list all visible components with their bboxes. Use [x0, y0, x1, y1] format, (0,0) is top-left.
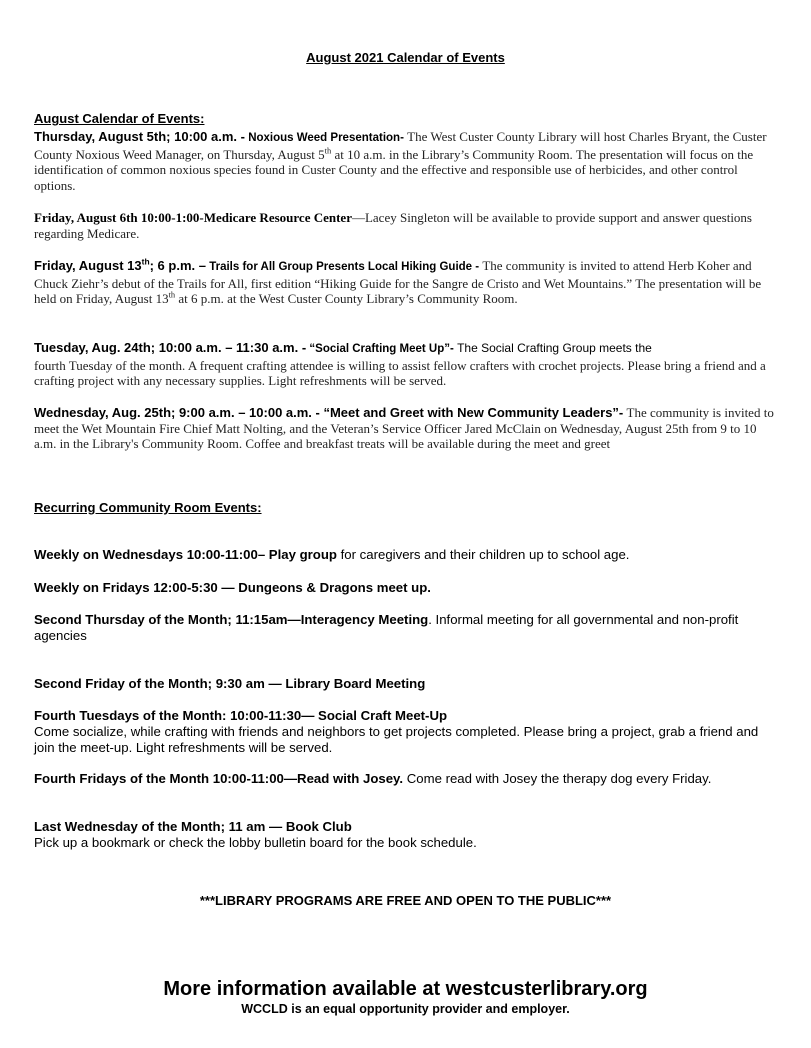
equal-opportunity-notice: WCCLD is an equal opportunity provider and employer. — [241, 1002, 570, 1016]
page-title: August 2021 Calendar of Events — [306, 50, 505, 65]
event-date: Thursday, August 5th; 10:00 a.m. - — [34, 129, 245, 144]
recurring-title: Weekly on Fridays 12:00-5:30 — Dungeons & Dragons meet up. — [34, 580, 431, 595]
more-info: More information available at westcusterlibrary.org — [163, 978, 648, 1000]
event-title: Noxious Weed Presentation- — [248, 132, 404, 144]
event-hiking-guide — [34, 258, 779, 307]
recurring-social-craft — [34, 708, 779, 756]
recurring-dungeons-dragons — [34, 580, 779, 596]
recurring-library-board — [34, 676, 779, 692]
event-description: The West Custer County Library will host Charles Bryant, the Custer County Noxious Weed Manager, on Thursday, August 5 — [34, 129, 767, 162]
recurring-title: Second Thursday of the Month; 11:15am—Interagency Meeting — [34, 612, 429, 627]
recurring-description: Come socialize, while crafting with friends and neighbors to get projects completed. Please bring a project, grab a friend and join the meet-up. Light refreshments will be served. — [34, 724, 759, 755]
recurring-description: Pick up a bookmark or check the lobby bulletin board for the book schedule. — [34, 835, 477, 850]
ordinal-suffix: th — [141, 256, 150, 267]
event-description-cont: at 10 a.m. in the Library’s Community Room. The presentation will focus on the identification of common noxious species found in Custer County and the effective and responsible use of herbicides, and other control options. — [34, 146, 754, 193]
recurring-read-with-josey — [34, 771, 779, 787]
event-title: “Social Crafting Meet Up”- — [309, 343, 454, 355]
event-date: Wednesday, Aug. 25th; 9:00 a.m. – 10:00 a.m. - “Meet and Greet with New Community Leaders”- — [34, 405, 624, 420]
august-heading: August Calendar of Events: — [34, 111, 205, 126]
recurring-description: for caregivers and their children up to school age. — [336, 547, 630, 562]
event-date: Tuesday, Aug. 24th; 10:00 a.m. – 11:30 a.m. - — [34, 340, 307, 355]
recurring-description: Come read with Josey the therapy dog every Friday. — [403, 771, 712, 786]
event-meet-and-greet — [34, 405, 779, 452]
recurring-play-group — [34, 547, 779, 563]
event-description: fourth Tuesday of the month. A frequent crafting attendee is willing to assist fellow crafters with crochet projects. Please bring a friend and a crafting project with any necessary supplies. Light refreshments will be served. — [34, 357, 766, 389]
event-medicare — [34, 210, 779, 241]
recurring-book-club — [34, 819, 779, 851]
event-intro: The Social Crafting Group meets the — [457, 341, 652, 355]
event-description: The community is invited to meet the Wet Mountain Fire Chief Matt Nolting, and the Veteran’s Service Officer Jared McClain on Wednesday, August 25th from 9 to 10 a.m. in the Library's Community Room. Coffee and breakfast treats will be available during the meet and greet — [34, 405, 774, 452]
event-noxious-weed — [34, 129, 779, 193]
recurring-heading: Recurring Community Room Events: — [34, 500, 262, 515]
recurring-title: Second Friday of the Month; 9:30 am — Library Board Meeting — [34, 676, 426, 691]
event-description: —Lacey Singleton will be available to provide support and answer questions regarding Medicare. — [34, 210, 752, 241]
recurring-title: Fourth Fridays of the Month 10:00-11:00—Read with Josey. — [34, 771, 404, 786]
event-date: Friday, August 6th 10:00-1:00-Medicare Resource Center — [34, 210, 352, 225]
event-date: Friday, August 13 — [34, 258, 142, 273]
recurring-title: Last Wednesday of the Month; 11 am — Book Club — [34, 819, 352, 834]
event-description: The community is invited to attend Herb Koher and Chuck Ziehr’s debut of the Trails for All, first edition “Hiking Guide for the Sangre de Cristo and Wet Mountains.” The presentation will be held on Friday, August 13 — [34, 258, 762, 307]
event-date-cont: ; 6 p.m. – — [149, 258, 206, 273]
event-social-crafting — [34, 340, 779, 389]
ordinal-suffix: th — [324, 145, 332, 156]
ordinal-suffix: th — [168, 289, 176, 300]
recurring-title: Fourth Tuesdays of the Month: 10:00-11:30— Social Craft Meet-Up — [34, 708, 448, 723]
recurring-title: Weekly on Wednesdays 10:00-11:00– Play group — [34, 547, 337, 562]
event-title: Trails for All Group Presents Local Hiking Guide - — [209, 261, 480, 273]
recurring-interagency — [34, 612, 779, 644]
event-description-cont: at 6 p.m. at the West Custer County Library’s Community Room. — [175, 291, 518, 307]
recurring-description: . Informal meeting for all governmental and non-profit agencies — [34, 612, 739, 643]
free-notice: ***LIBRARY PROGRAMS ARE FREE AND OPEN TO THE PUBLIC*** — [199, 893, 612, 908]
